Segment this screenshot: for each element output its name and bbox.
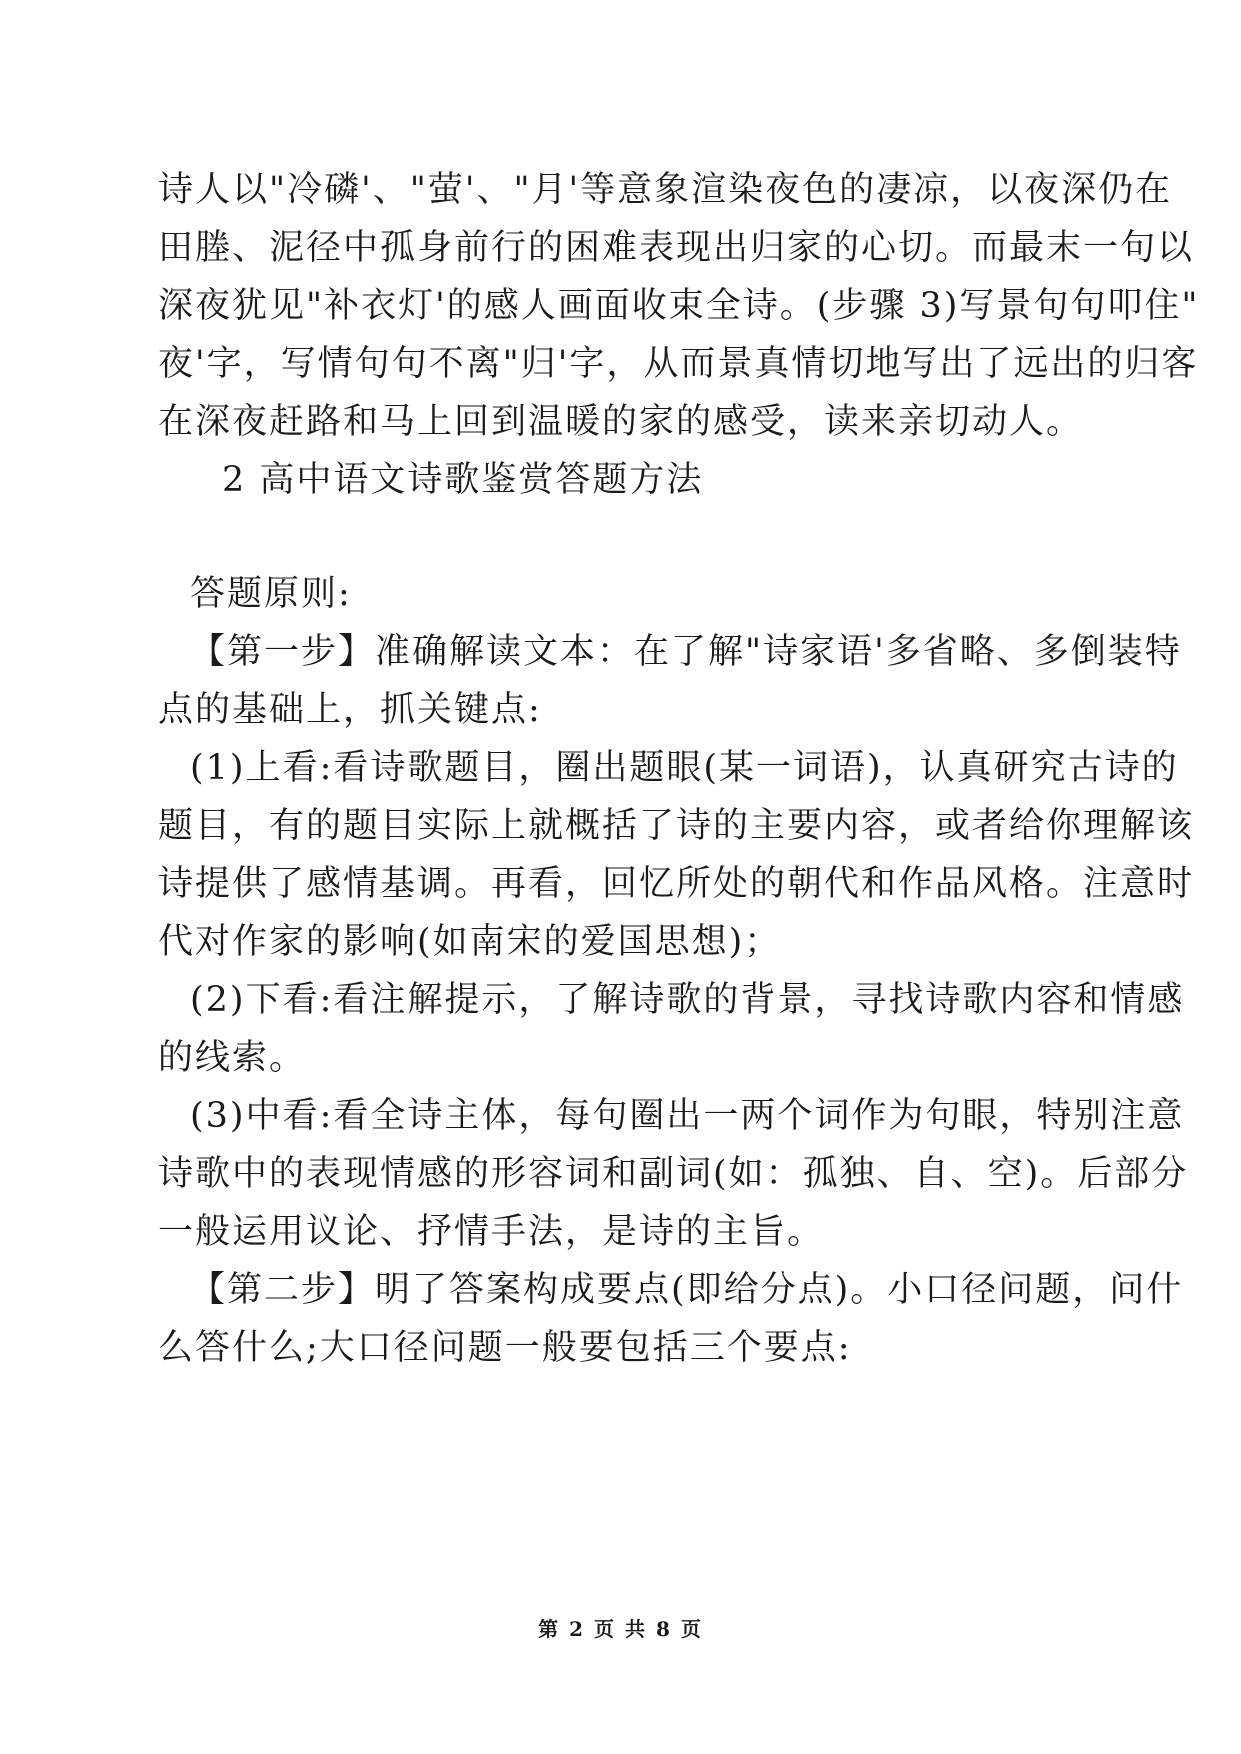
page-number-footer: 第 2 页 共 8 页 bbox=[538, 1617, 703, 1641]
paragraph-line: 深夜犹见"补衣灯'的感人画面收束全诗。(步骤 3)写景句句叩住" bbox=[158, 286, 1200, 326]
paragraph-line: (3)中看:看全诗主体，每句圈出一两个词作为句眼，特别注意 bbox=[190, 1096, 1185, 1136]
paragraph-line: 点的基础上，抓关键点: bbox=[158, 690, 542, 730]
paragraph-line: 【第二步】明了答案构成要点(即给分点)。小口径问题，问什 bbox=[190, 1270, 1184, 1310]
paragraph-line: 诗提供了感情基调。再看，回忆所处的朝代和作品风格。注意时 bbox=[158, 864, 1195, 904]
paragraph-line: (2)下看:看注解提示，了解诗歌的背景，寻找诗歌内容和情感 bbox=[190, 980, 1185, 1020]
paragraph-line: 一般运用议论、抒情手法，是诗的主旨。 bbox=[158, 1212, 825, 1252]
paragraph-line: (1)上看:看诗歌题目，圈出题眼(某一词语)，认真研究古诗的 bbox=[190, 748, 1179, 788]
paragraph-line: 诗人以"冷磷'、"萤'、"月'等意象渲染夜色的凄凉，以夜深仍在 bbox=[158, 170, 1173, 210]
paragraph-line: 题目，有的题目实际上就概括了诗的主要内容，或者给你理解该 bbox=[158, 806, 1195, 846]
paragraph-line: 田塍、泥径中孤身前行的困难表现出归家的心切。而最末一句以 bbox=[158, 228, 1195, 268]
paragraph-line: 诗歌中的表现情感的形容词和副词(如：孤独、自、空)。后部分 bbox=[158, 1154, 1189, 1194]
section-heading: 2 高中语文诗歌鉴赏答题方法 bbox=[222, 460, 704, 500]
paragraph-line: 代对作家的影响(如南宋的爱国思想)； bbox=[158, 922, 782, 962]
paragraph-line: 的线索。 bbox=[158, 1038, 307, 1078]
paragraph-line: 么答什么;大口径问题一般要包括三个要点: bbox=[158, 1328, 852, 1368]
paragraph-line: 在深夜赶路和马上回到温暖的家的感受，读来亲切动人。 bbox=[158, 402, 1084, 442]
paragraph-line: 【第一步】准确解读文本：在了解"诗家语'多省略、多倒装特 bbox=[190, 632, 1182, 672]
principles-label: 答题原则: bbox=[190, 574, 352, 614]
paragraph-line: 夜'字，写情句句不离"归'字，从而景真情切地写出了远出的归客 bbox=[158, 344, 1199, 384]
